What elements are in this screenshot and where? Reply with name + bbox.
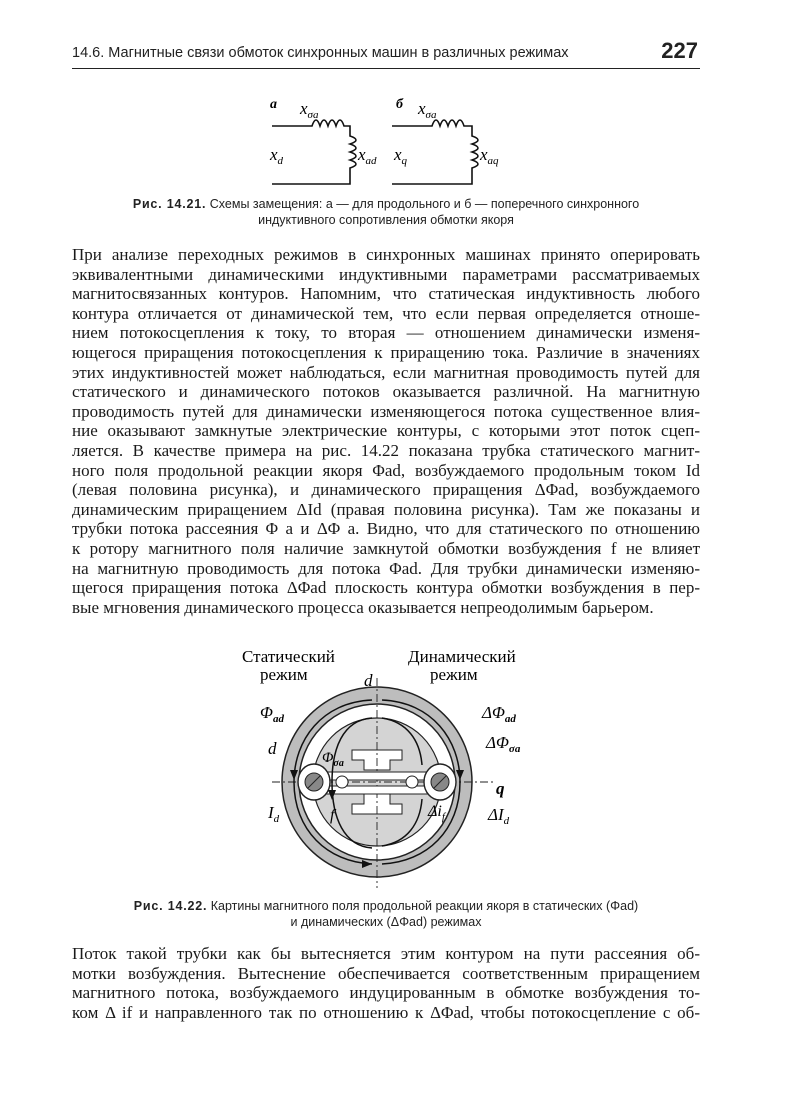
dphi-sigma-a-label: $\Delta\Phi_{\sigma a}$ (486, 733, 521, 755)
di-f-label: $\Delta i_f$ (428, 803, 445, 823)
x-q-label: $x_q$ (394, 145, 408, 167)
dynamic-mode-heading-1: Динамический (408, 647, 516, 666)
text-line: ляется. В качестве примера на рис. 14.22 показана трубка статического магнит- (72, 440, 700, 460)
text-line: к ротору магнитного поля наличие замкнутой обмотки возбуждения f не влияет (72, 538, 700, 558)
text-line: ние оказывают замкнутые электрические контуры, с которыми этот поток сцеп- (72, 421, 700, 441)
text-line: ком Δ if и направленного так по отношению к ΔΦad, чтобы потокосцепление с об- (72, 1002, 700, 1022)
text-line: ющегося приращения потокосцепления к приращению тока. Различие в значениях (72, 342, 700, 362)
text-line: щегося приращения потока ΔΦad плоскость контура обмотки возбуждения в пер- (72, 578, 700, 598)
caption-line-1 (72, 196, 700, 212)
dynamic-mode-heading-2: режим (430, 665, 478, 684)
caption-text: Картины магнитного поля продольной реакции якоря в статических (Φad) (210, 899, 639, 913)
figure-14-22-field-patterns (232, 640, 562, 890)
text-line: нием потокосцепления к току, то вторая — отношением динамически изменя- (72, 323, 700, 343)
text-line: ного поля продольной реакции якоря Φad, возбуждаемого продольным током Id (72, 460, 700, 480)
paragraph-2 (72, 944, 700, 1022)
page-number: 227 (661, 38, 698, 63)
caption-label: Рис. 14.21. (132, 197, 207, 211)
x-sigma-a-label: $x_{\sigma a}$ (300, 99, 319, 121)
text-line: эквивалентными динамическими индуктивными параметрами рассматриваемых (72, 264, 700, 284)
text-line: этих индуктивностей может наблюдаться, если магнитная проводимость путей для (72, 362, 700, 382)
text-line: статического и динамического потоков оказывается различной. На магнитную (72, 382, 700, 402)
text-line: мотки возбуждения. Вытеснение обеспечивается соответственным приращением (72, 963, 700, 983)
x-aq-label: $x_{aq}$ (480, 145, 499, 167)
text-line: (левая половина рисунка), и динамического приращения ΔΦad, возбуждаемого (72, 480, 700, 500)
figure-14-22-caption (72, 898, 700, 930)
text-line: трубки потока рассеяния Φ a и ΔΦ a. Видно, что для статического по отношению (72, 519, 700, 539)
x-d-label: $x_d$ (270, 145, 284, 167)
text-line: на магнитную проводимость для потока Φad. Для трубки динамически изменяю- (72, 558, 700, 578)
text-line: Поток такой трубки как бы вытесняется этим контуром на пути рассеяния об- (72, 944, 700, 963)
caption-line-2: и динамических (ΔΦad) режимах (290, 915, 482, 929)
static-mode-heading-1: Статический (242, 647, 335, 666)
dphi-ad-label: $\Delta\Phi_{ad}$ (482, 703, 516, 725)
x-ad-label: $x_{ad}$ (358, 145, 377, 167)
text-line: динамическим приращением ΔId (правая половина рисунка). Там же показаны и (72, 499, 700, 519)
circuit-b (392, 120, 478, 184)
di-d-label: $\Delta I_d$ (488, 805, 510, 827)
caption-line-1 (72, 898, 700, 914)
text-line: магнитосвязанных контуров. Напомним, что статическая индуктивность любого (72, 284, 700, 304)
figure-14-21-equivalent-circuits (262, 94, 552, 194)
x-sigma-a-label-b: $x_{\sigma a}$ (418, 99, 437, 121)
running-title: 14.6. Магнитные связи обмоток синхронных машин в различных режимах (72, 45, 569, 61)
field-winding-bar (316, 772, 438, 780)
text-line: магнитного потока, возбуждаемого индуцированным в обмотке возбуждения то- (72, 983, 700, 1003)
text-line: При анализе переходных режимов в синхронных машинах принято оперировать (72, 245, 700, 264)
caption-text: Схемы замещения: а — для продольного и б — поперечного синхронного (209, 197, 640, 211)
phi-sigma-a-label: $\Phi_{\sigma a}$ (322, 750, 344, 769)
phi-ad-label: $\Phi_{ad}$ (260, 703, 284, 725)
circuit-a (272, 120, 356, 184)
caption-line-2: индуктивного сопротивления обмотки якоря (258, 213, 514, 227)
text-line: контура отличается от динамической тем, что если первая определяется отноше- (72, 303, 700, 323)
axis-q-label: q (496, 779, 505, 798)
stator-conductor-right (424, 764, 456, 800)
field-conductor-right (406, 776, 418, 788)
circuit-a-label: а (270, 97, 277, 112)
axis-d-top-label: d (364, 671, 373, 690)
field-conductor-left (336, 776, 348, 788)
f-label: f (330, 807, 335, 824)
i-d-label: $I_d$ (268, 803, 280, 825)
page-header (72, 36, 700, 69)
stator-conductor-left (298, 764, 330, 800)
axis-d-left-label: d (268, 739, 277, 758)
figure-14-21-caption (72, 196, 700, 228)
text-line: проводимость путей для динамически изменяющегося потока существенное влия- (72, 401, 700, 421)
text-line: вые мгновения динамического процесса оказывается непреодолимым барьером. (72, 597, 654, 617)
paragraph-1 (72, 245, 700, 617)
circuit-b-label: б (396, 97, 403, 112)
static-mode-heading-2: режим (260, 665, 308, 684)
caption-label: Рис. 14.22. (133, 899, 208, 913)
